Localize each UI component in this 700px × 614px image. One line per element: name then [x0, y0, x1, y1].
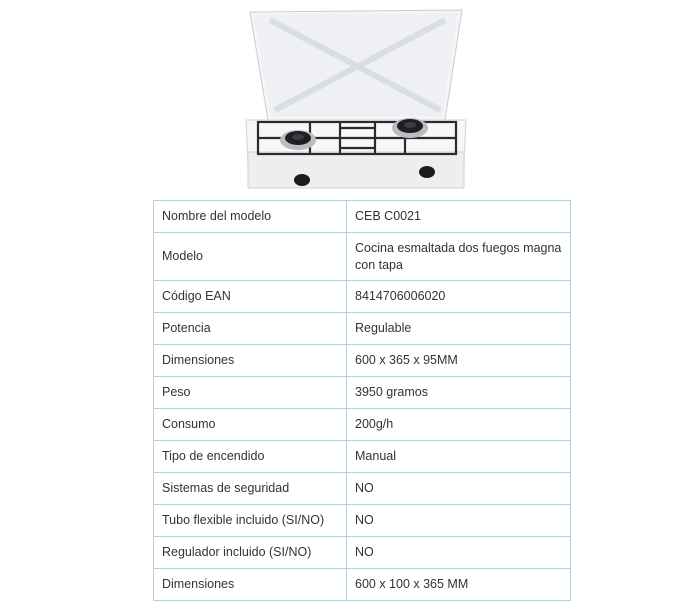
spec-value: CEB C0021	[347, 201, 571, 233]
table-row	[154, 281, 571, 313]
spec-value: NO	[347, 473, 571, 505]
spec-label: Código EAN	[154, 281, 347, 313]
table-row	[154, 233, 571, 281]
spec-label: Dimensiones	[154, 345, 347, 377]
spec-value: 8414706006020	[347, 281, 571, 313]
table-row	[154, 537, 571, 569]
table-row	[154, 441, 571, 473]
table-row	[154, 345, 571, 377]
spec-label: Sistemas de seguridad	[154, 473, 347, 505]
spec-label: Modelo	[154, 233, 347, 281]
spec-label: Tubo flexible incluido (SI/NO)	[154, 505, 347, 537]
burner-right-icon	[392, 118, 428, 138]
knob-right-icon	[419, 166, 435, 178]
spec-value: 600 x 100 x 365 MM	[347, 569, 571, 601]
spec-value: Manual	[347, 441, 571, 473]
table-row	[154, 505, 571, 537]
spec-label: Peso	[154, 377, 347, 409]
spec-label: Tipo de encendido	[154, 441, 347, 473]
table-row	[154, 569, 571, 601]
spec-label: Dimensiones	[154, 569, 347, 601]
spec-label: Regulador incluido (SI/NO)	[154, 537, 347, 569]
table-row	[154, 473, 571, 505]
spec-label: Nombre del modelo	[154, 201, 347, 233]
spec-value: Cocina esmaltada dos fuegos magna con tapa	[347, 233, 571, 281]
burner-left-icon	[280, 130, 316, 150]
spec-label: Consumo	[154, 409, 347, 441]
table-row	[154, 201, 571, 233]
table-row	[154, 313, 571, 345]
product-photo	[240, 2, 472, 192]
table-row	[154, 409, 571, 441]
spec-value: Regulable	[347, 313, 571, 345]
spec-value: NO	[347, 505, 571, 537]
spec-label: Potencia	[154, 313, 347, 345]
spec-table	[153, 200, 571, 601]
spec-value: 200g/h	[347, 409, 571, 441]
spec-value: 600 x 365 x 95MM	[347, 345, 571, 377]
spec-value: NO	[347, 537, 571, 569]
table-row	[154, 377, 571, 409]
spec-value: 3950 gramos	[347, 377, 571, 409]
knob-left-icon	[294, 174, 310, 186]
